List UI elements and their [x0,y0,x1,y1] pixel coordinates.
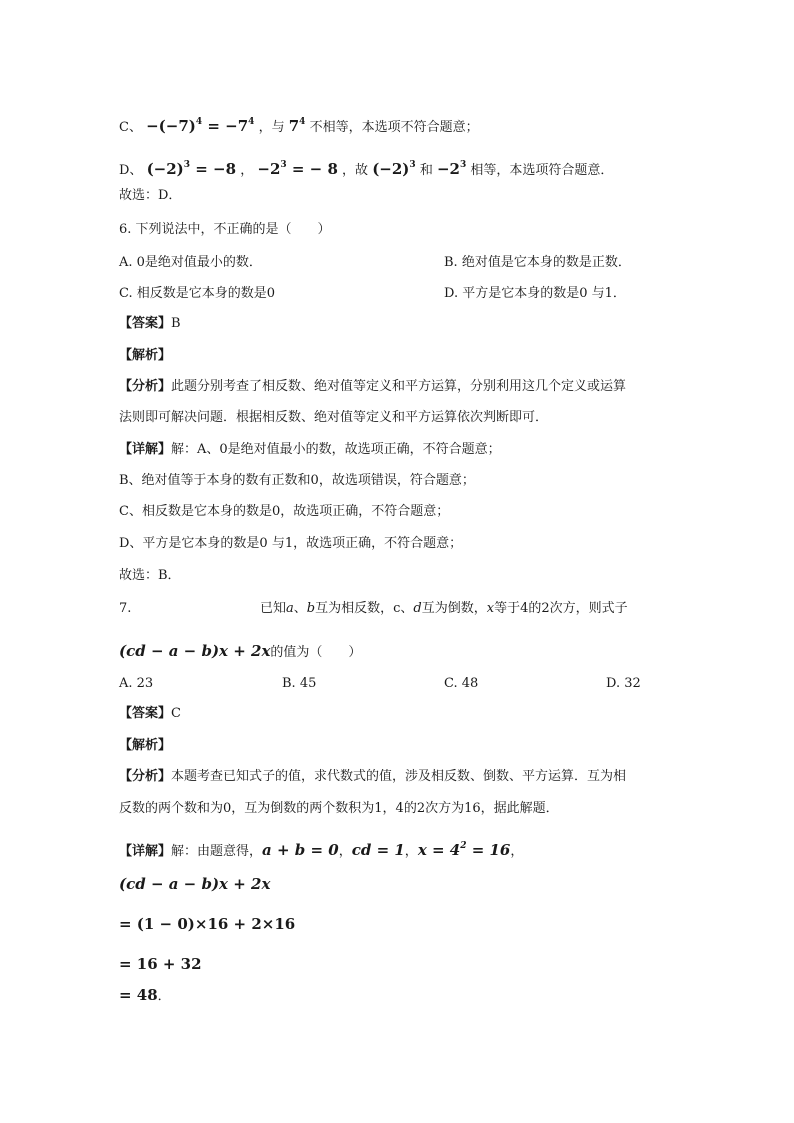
q7-option-c: C. 48 [444,676,479,691]
q6-option-a: A. 0是绝对值最小的数． [119,255,262,270]
answer-value: B [171,316,181,331]
option-label: C、 [119,120,142,135]
q6-detail-a: 【详解】解：A、0是绝对值最小的数，故选项正确，不符合题意； [119,442,501,457]
q7-option-d: D. 32 [606,676,641,691]
q6-detail-b: B、绝对值等于本身的数有正数和0，故选项错误，符合题意； [119,473,475,488]
answer-tag: 【答案】 [119,316,172,331]
q6-option-b: B. 绝对值是它本身的数是正数． [444,255,631,270]
q6-option-d: D. 平方是它本身的数是0 与1． [444,286,626,301]
q6-stem: 6. 下列说法中，不正确的是（ ） [119,222,331,237]
math-expression: $(-2)^3 = -8$ [146,160,237,178]
q7-step-2: = 16 + 32 [119,955,202,973]
math-expression: $-2^3$ = − 8 [257,160,338,178]
q7-answer [119,704,181,724]
q6-choose: 故选：B． [119,568,181,583]
q7-stem-expr: (cd − a − b)x + 2x的值为（ ） [119,642,362,660]
math-expression: $(-2)^3$ [372,160,416,178]
q7-fenxi-1: 【分析】本题考查已知式子的值，求代数式的值，涉及相反数、倒数、平方运算．互为相 [119,769,627,784]
q7-option-b: B. 45 [282,676,317,691]
q7-step-3: = 48． [119,986,171,1004]
q6-answer [119,314,181,334]
q7-step-0: (cd − a − b)x + 2x [119,875,271,893]
q7-option-a: A. 23 [119,676,154,691]
option-c-prev: C、 $-(-7)^4 = -7^4$ ，与 $7^4$ 不相等，本选项不符合题意； [119,117,479,135]
choose-prev: 故选：D． [119,188,182,203]
q6-fenxi-1: 【分析】此题分别考查了相反数、绝对值等定义和平方运算，分别利用这几个定义或运算 [119,379,627,394]
math-expression: (cd − a − b)x + 2x [119,642,271,660]
q7-analysis-tag: 【解析】 [119,738,172,753]
math-expression: $-2^3$ [436,160,467,178]
q7-stem: 已知a、b互为相反数，c、d互为倒数，x等于4的2次方，则式子 [260,601,628,616]
q6-detail-c: C、相反数是它本身的数是0，故选项正确，不符合题意； [119,504,450,519]
option-d-prev: D、 $(-2)^3 = -8$ ， $-2^3$ = − 8 ，故 $(-2)^3$ 和 $-2^3$ 相等，本选项符合题意． [119,160,614,178]
q6-analysis-tag: 【解析】 [119,348,172,363]
q7-step-1: = (1 − 0)×16 + 2×16 [119,915,296,933]
q7-detail-lead: 【详解】解：由题意得，a + b = 0，cd = 1，$x = 4^2 = 16$， [119,841,524,859]
q6-option-c: C. 相反数是它本身的数是0 [119,286,276,301]
math-expression: $7^4$ [288,117,306,135]
q7-number: 7. [119,601,132,616]
q6-fenxi-2: 法则即可解决问题．根据相反数、绝对值等定义和平方运算依次判断即可． [119,410,549,425]
answer-tag: 【答案】 [119,706,172,721]
q6-detail-d: D、平方是它本身的数是0 与1，故选项正确，不符合题意； [119,536,463,551]
answer-value: C [171,706,181,721]
q7-fenxi-2: 反数的两个数和为0，互为倒数的两个数积为1，4的2次方为16，据此解题． [119,801,559,816]
math-expression: $-(-7)^4 = -7^4$ [146,117,255,135]
option-label: D、 [119,163,143,178]
